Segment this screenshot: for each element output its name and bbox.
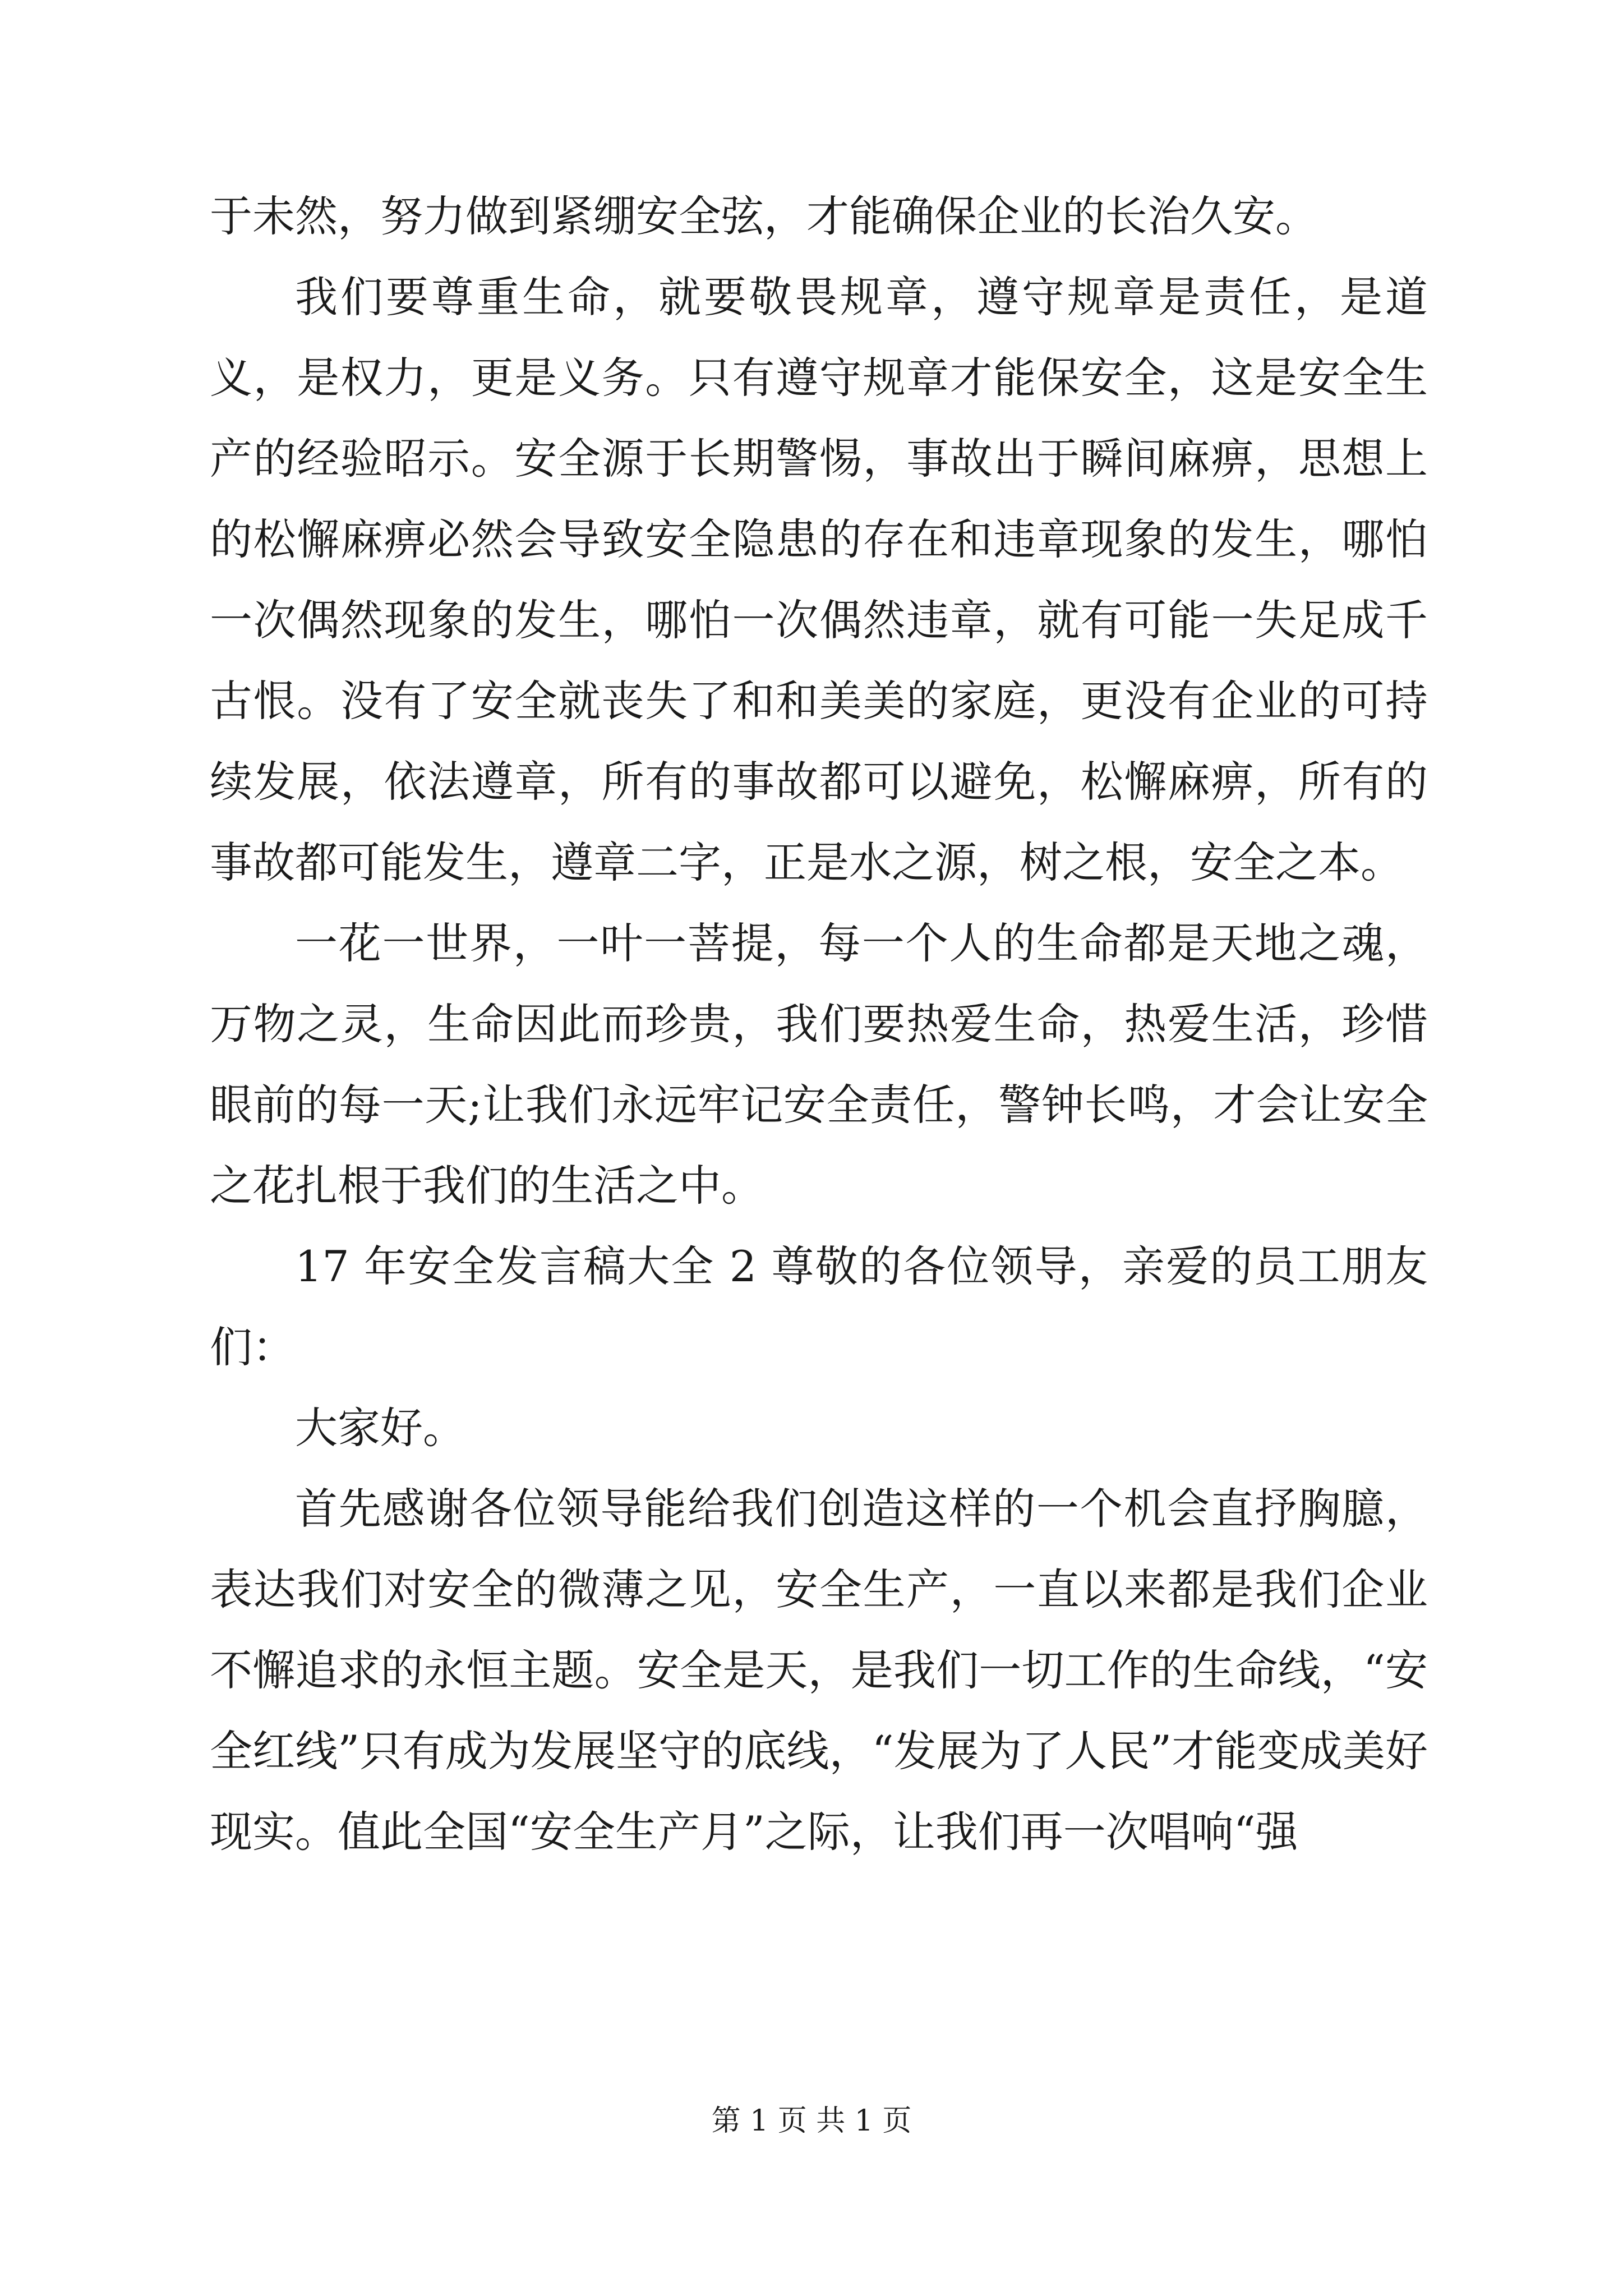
paragraph: 首先感谢各位领导能给我们创造这样的一个机会直抒胸臆，表达我们对安全的微薄之见，安全生产，一直以来都是我们企业不懈追求的永恒主题。安全是天，是我们一切工作的生命线，“安全红线”只有成为发展坚守的底线，“发展为了人民”才能变成美好现实。值此全国“安全生产月”之际，让我们再一次唱响“强: [210, 1484, 1428, 1857]
paragraph: 我们要尊重生命，就要敬畏规章，遵守规章是责任，是道义，是权力，更是义务。只有遵守规章才能保安全，这是安全生产的经验昭示。安全源于长期警惕，事故出于瞬间麻痹，思想上的松懈麻痹必然会导致安全隐患的存在和违章现象的发生，哪怕一次偶然现象的发生，哪怕一次偶然违章，就有可能一失足成千古恨。没有了安全就丧失了和和美美的家庭，更没有企业的可持续发展，依法遵章，所有的事故都可以避免，松懈麻痹，所有的事故都可能发生，遵章二字，正是水之源，树之根，安全之本。: [210, 272, 1428, 887]
paragraph: 一花一世界，一叶一菩提，每一个人的生命都是天地之魂，万物之灵，生命因此而珍贵，我们要热爱生命，热爱生活，珍惜眼前的每一天;让我们永远牢记安全责任，警钟长鸣，才会让安全之花扎根于我们的生活之中。: [210, 918, 1428, 1211]
page-footer: [0, 2101, 1623, 2141]
paragraph: 17 年安全发言稿大全 2 尊敬的各位领导，亲爱的员工朋友们：: [210, 1241, 1428, 1372]
page-number-label: 第 1 页 共 1 页: [711, 2104, 912, 2138]
paragraph: 大家好。: [295, 1403, 465, 1453]
paragraph: 于未然，努力做到紧绷安全弦，才能确保企业的长治久安。: [210, 191, 1318, 241]
document-body: [210, 176, 1428, 1872]
